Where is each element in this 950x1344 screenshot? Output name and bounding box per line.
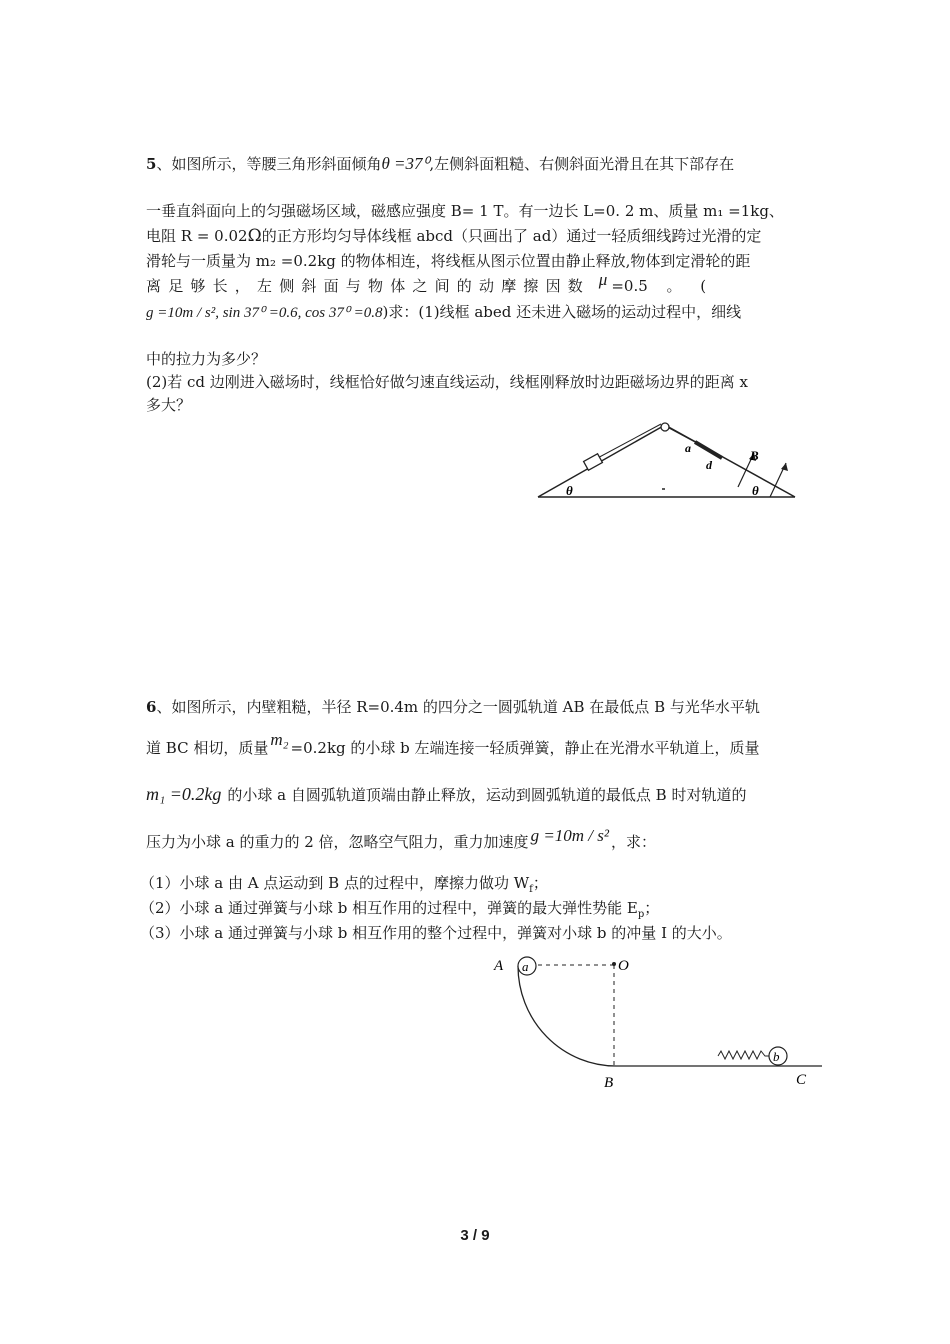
q6-sub-2: （2）小球 a 通过弹簧与小球 b 相互作用的过程中，弹簧的最大弹性势能 $E_p$； bbox=[140, 899, 660, 920]
label-O: O bbox=[618, 958, 629, 974]
label-d: d bbox=[706, 458, 712, 472]
spring bbox=[718, 1051, 769, 1059]
m2-symbol: m₂ bbox=[270, 730, 289, 749]
q6-line-4: 压力为小球 a 的重力的 2 倍，忽略空气阻力，重力加速度 g =10m / s² ，求： bbox=[146, 826, 657, 851]
label-a-ball: a bbox=[522, 959, 529, 974]
m1-formula: m₁ =0.2kg bbox=[146, 784, 222, 804]
label-A: A bbox=[494, 958, 504, 974]
q5-line-9: 多大？ bbox=[146, 396, 192, 414]
label-a: a bbox=[685, 441, 691, 455]
ohm-symbol: Ω bbox=[247, 226, 262, 246]
theta-left-label: θ bbox=[566, 483, 573, 498]
label-B-point: B bbox=[604, 1075, 614, 1091]
q6-line-1: 6、如图所示，内壁粗糙，半径 R=0.4m 的四分之一圆弧轨道 AB 在最低点 B 与光华水平轨 bbox=[146, 698, 760, 716]
g-formula: g =10m / s² bbox=[530, 826, 609, 845]
page-number: 3 / 9 bbox=[460, 1227, 490, 1244]
theta-formula: θ =37⁰ bbox=[381, 154, 430, 173]
pulley bbox=[661, 423, 669, 431]
mu-symbol: μ bbox=[598, 270, 608, 289]
q5-line-6: g =10m / s², sin 37⁰ =0.6, cos 37⁰ =0.8)求：(1)线框 abed 还未进入磁场的运动过程中，细线 bbox=[146, 303, 742, 321]
q5-line-3: 电阻 R = 0.02Ω的正方形均匀导体线框 abcd（只画出了 ad）通过一轻质细线跨过光滑的定 bbox=[146, 226, 762, 246]
q5-line-2: 一垂直斜面向上的匀强磁场区域，磁感应强度 B= 1 T。有一边长 L=0. 2 m、质量 m₁ =1kg、 bbox=[146, 202, 784, 220]
center-dot bbox=[612, 962, 616, 966]
q5-figure bbox=[530, 415, 805, 510]
q6-sub-3: （3）小球 a 通过弹簧与小球 b 相互作用的整个过程中，弹簧对小球 b 的冲量 I 的大小。 bbox=[140, 924, 732, 942]
q6-sub-1: （1）小球 a 由 A 点运动到 B 点的过程中，摩擦力做功 $W_f$； bbox=[140, 874, 548, 895]
given-formula: g =10m / s², sin 37⁰ =0.6, cos 37⁰ =0.8 bbox=[146, 305, 383, 321]
q5-line-1: 5、如图所示，等腰三角形斜面倾角θ =37⁰,左侧斜面粗糙、右侧斜面光滑且在其下部存在 bbox=[146, 154, 735, 173]
arc-track bbox=[518, 966, 616, 1066]
q6-line-3: m₁ =0.2kg 的小球 a 自圆弧轨道顶端由静止释放，运动到圆弧轨道的最低点 B 时对轨道的 bbox=[146, 784, 747, 804]
wire-frame-ad bbox=[695, 442, 722, 458]
q5-line-5: 离足够长，左侧斜面与物体之间的动摩擦因数 μ =0.5 。 ( bbox=[146, 270, 707, 295]
q5-line-8: (2)若 cd 边刚进入磁场时，线框恰好做匀速直线运动，线框刚释放时边距磁场边界的距离 x bbox=[146, 373, 749, 391]
block-m2 bbox=[584, 454, 603, 471]
rope-left bbox=[592, 424, 661, 461]
rope-right bbox=[669, 428, 695, 442]
q5-line-4: 滑轮与一质量为 m₂ =0.2kg 的物体相连，将线框从图示位置由静止释放,物体到定滑轮的距 bbox=[146, 252, 751, 270]
q6-number: 6 bbox=[146, 698, 157, 716]
q6-figure bbox=[490, 948, 830, 1093]
q5-line-7: 中的拉力为多少？ bbox=[146, 350, 267, 368]
label-B: B bbox=[750, 448, 759, 463]
theta-right-label: θ bbox=[752, 483, 759, 498]
label-C: C bbox=[796, 1072, 807, 1088]
q6-line-2: 道 BC 相切，质量 m₂ =0.2kg 的小球 b 左端连接一轻质弹簧，静止在光滑水平轨道上，质量 bbox=[146, 730, 760, 757]
field-arrowhead-2 bbox=[781, 463, 788, 471]
q5-number: 5 bbox=[146, 155, 157, 173]
label-b-ball: b bbox=[773, 1049, 780, 1064]
